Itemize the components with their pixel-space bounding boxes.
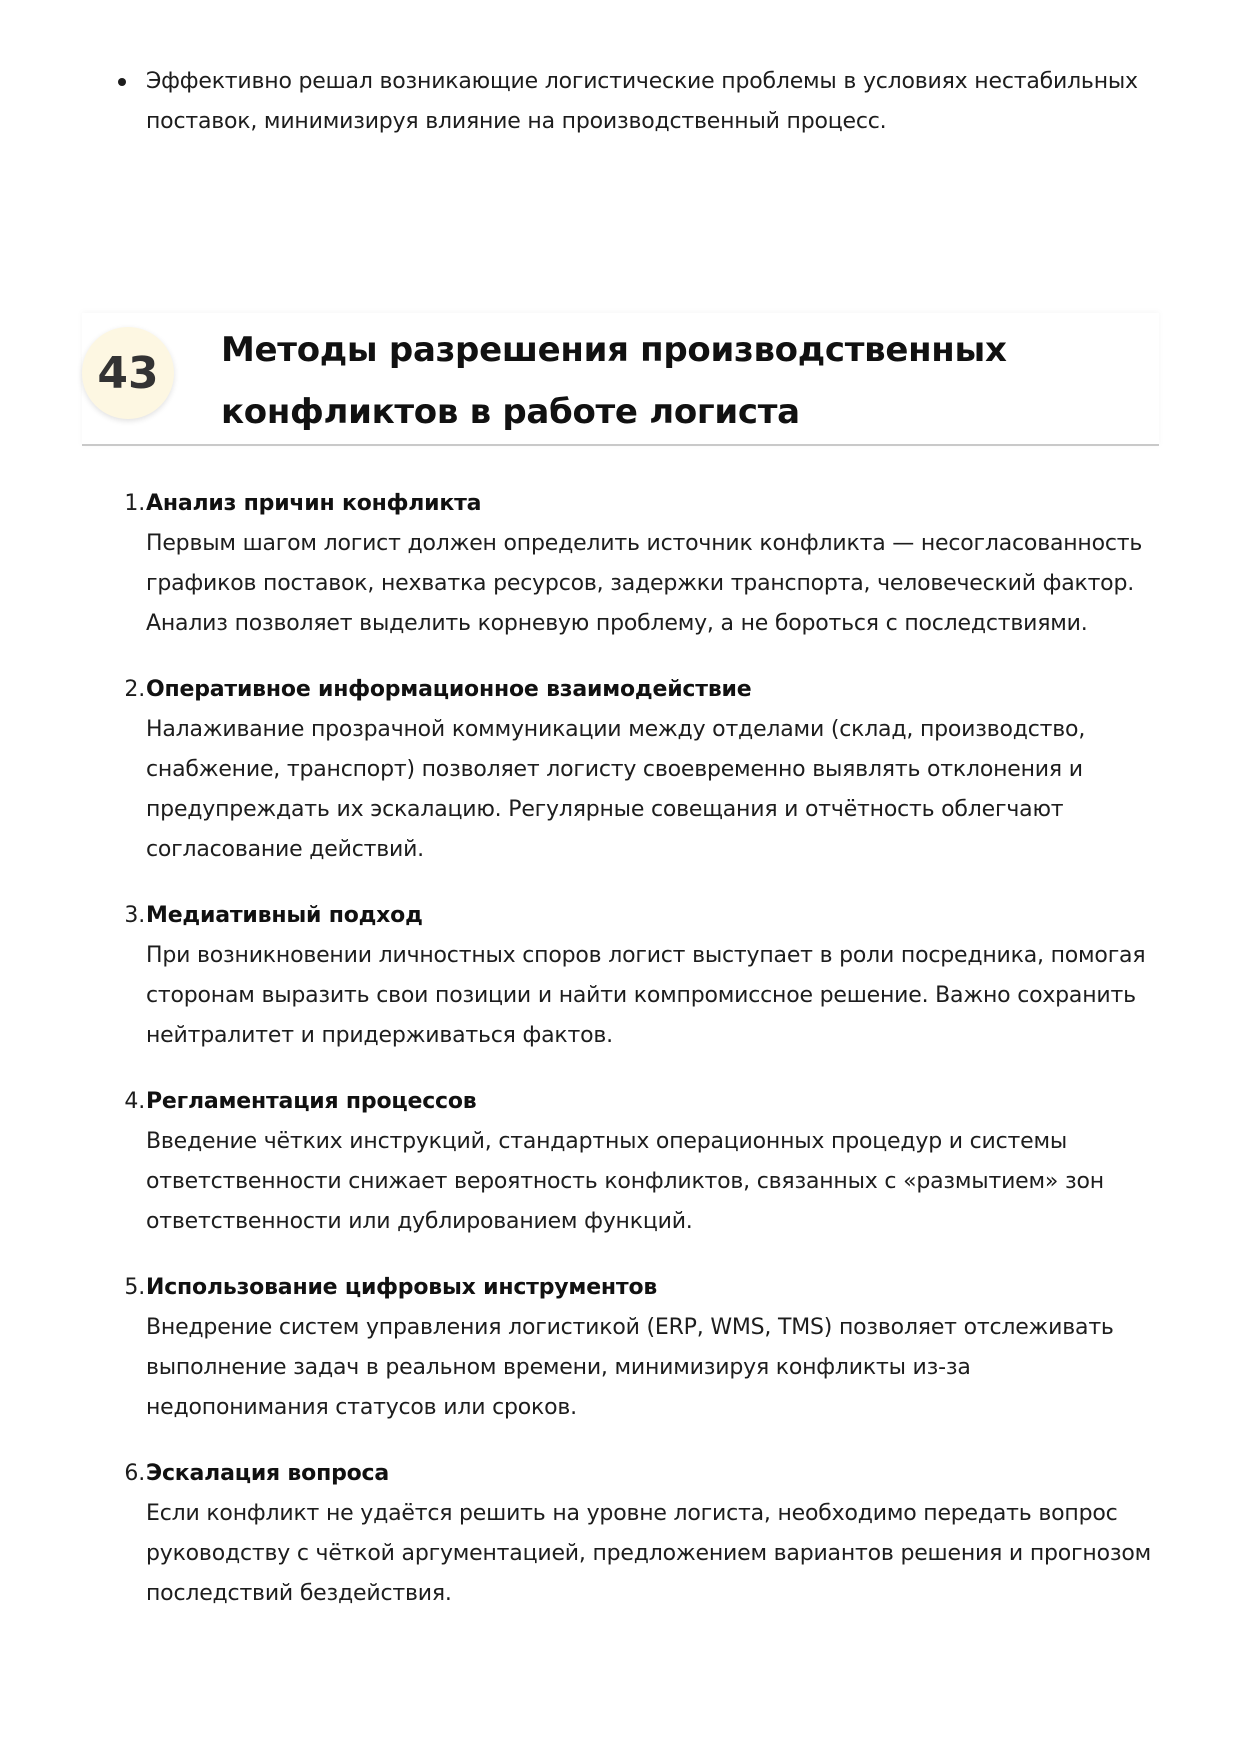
method-item (124, 1082, 1156, 1242)
method-item (124, 896, 1156, 1056)
section-title (221, 319, 1121, 443)
method-description: Если конфликт не удаётся решить на уровне логиста, необходимо передать вопрос руководству с чёткой аргументацией, предложением вариантов решения и прогнозом последствий бездействия. (146, 1501, 1151, 1606)
method-item (124, 1268, 1156, 1428)
method-number: 1. (124, 491, 145, 516)
method-title: Медиативный подход (146, 903, 423, 928)
method-item (124, 670, 1156, 870)
intro-bullet-item: Эффективно решал возникающие логистические проблемы в условиях нестабильных поставок, минимизируя влияние на производственный процесс. (146, 62, 1156, 142)
method-number: 3. (124, 903, 145, 928)
method-title: Оперативное информационное взаимодействие (146, 677, 752, 702)
section-number-badge: 43 (82, 327, 174, 419)
method-title: Эскалация вопроса (146, 1461, 390, 1486)
method-title: Регламентация процессов (146, 1089, 477, 1114)
method-title: Использование цифровых инструментов (146, 1275, 658, 1300)
method-description: При возникновении личностных споров логист выступает в роли посредника, помогая сторонам выразить свои позиции и найти компромиссное решение. Важно сохранить нейтралитет и придерживаться фактов. (146, 943, 1146, 1048)
method-number: 2. (124, 677, 145, 702)
method-description: Первым шагом логист должен определить источник конфликта — несогласованность графиков поставок, нехватка ресурсов, задержки транспорта, человеческий фактор. Анализ позволяет выделить корневую проблему, а не бороться с последствиями. (146, 531, 1143, 636)
method-number: 6. (124, 1461, 145, 1486)
section-header (82, 313, 1159, 446)
method-description: Налаживание прозрачной коммуникации между отделами (склад, производство, снабжение, транспорт) позволяет логисту своевременно выявлять отклонения и предупреждать их эскалацию. Регулярные совещания и отчётность облегчают согласование действий. (146, 717, 1086, 862)
method-item (124, 484, 1156, 644)
method-title: Анализ причин конфликта (146, 491, 482, 516)
method-description: Введение чётких инструкций, стандартных операционных процедур и системы ответственности снижает вероятность конфликтов, связанных с «размытием» зон ответственности или дублированием функций. (146, 1129, 1104, 1234)
methods-list (124, 484, 1156, 1640)
section-title-line-1: Методы разрешения производственных (221, 330, 1007, 370)
method-item (124, 1454, 1156, 1614)
section-title-line-2: конфликтов в работе логиста (221, 392, 800, 432)
method-number: 4. (124, 1089, 145, 1114)
method-number: 5. (124, 1275, 145, 1300)
method-description: Внедрение систем управления логистикой (ERP, WMS, TMS) позволяет отслеживать выполнение задач в реальном времени, минимизируя конфликты из-за недопонимания статусов или сроков. (146, 1315, 1114, 1420)
